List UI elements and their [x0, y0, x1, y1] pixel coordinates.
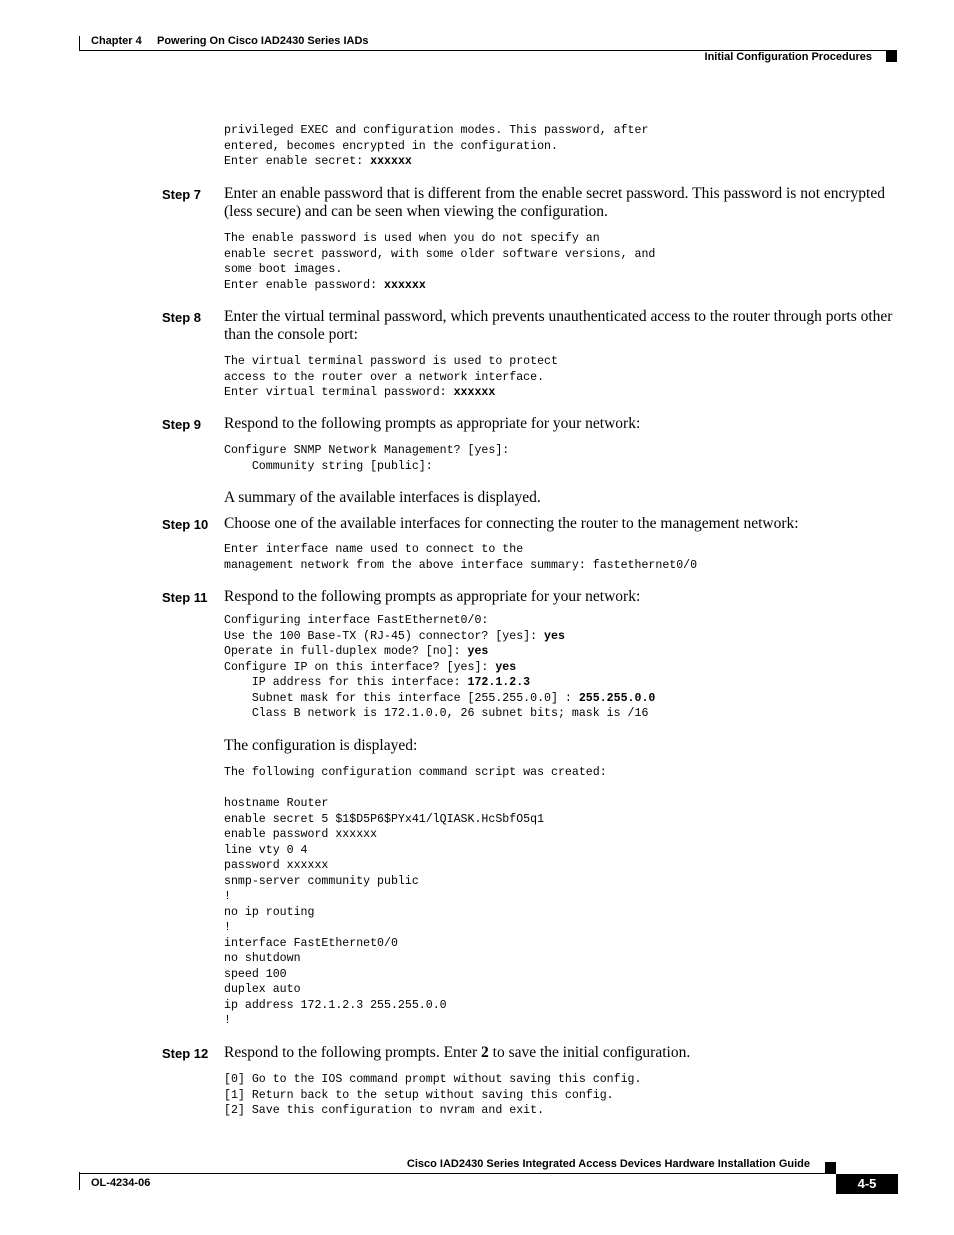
code-input-value: 172.1.2.3 — [467, 676, 531, 689]
code-line: entered, becomes encrypted in the configuration. — [224, 139, 558, 153]
step-12-option-number: 2 — [481, 1044, 489, 1061]
footer-doc-number: OL-4234-06 — [91, 1177, 151, 1189]
step-10-label: Step 10 — [162, 517, 209, 532]
code-prompt: IP address for this interface: — [224, 676, 468, 689]
code-line: privileged EXEC and configuration modes. This password, after — [224, 124, 649, 137]
code-line: The virtual terminal password is used to protect — [224, 355, 558, 368]
step-12-label: Step 12 — [162, 1046, 209, 1061]
header-chapter: Chapter 4 — [91, 35, 142, 47]
interfaces-summary-note: A summary of the available interfaces is displayed. — [224, 489, 541, 506]
code-block-enable-password — [224, 231, 655, 293]
code-line: Configure SNMP Network Management? [yes]: — [224, 444, 510, 457]
code-line: ! — [224, 1014, 231, 1027]
code-input-value: xxxxxx — [370, 155, 412, 168]
code-block-interface-config — [224, 613, 655, 722]
code-block-snmp — [224, 443, 509, 474]
code-line: management network from the above interface summary: fastethernet0/0 — [224, 558, 698, 572]
code-input-value: xxxxxx — [453, 386, 496, 399]
code-prompt: Enter virtual terminal password: — [224, 386, 454, 399]
code-line: enable password xxxxxx — [224, 828, 378, 841]
step-7-text: Enter an enable password that is different from the enable secret password. This password is not encrypted (less secure) and can be seen when viewing the configuration. — [224, 185, 885, 220]
configuration-displayed-note: The configuration is displayed: — [224, 737, 418, 754]
code-line: ! — [224, 890, 231, 903]
step-9-text: Respond to the following prompts as appropriate for your network: — [224, 415, 641, 432]
footer-rule-vertical — [79, 1172, 80, 1190]
code-input-value: yes — [495, 660, 517, 674]
code-line: Configuring interface FastEthernet0/0: — [224, 614, 489, 627]
code-block-vty-password — [224, 354, 558, 401]
step-8-text: Enter the virtual terminal password, which prevents unauthenticated access to the router through ports other than the console port: — [224, 308, 893, 343]
code-prompt: Operate in full-duplex mode? [no]: — [224, 645, 468, 658]
code-line: no shutdown — [224, 952, 301, 965]
header-chapter-title: Powering On Cisco IAD2430 Series IADs — [157, 35, 369, 47]
footer-rule — [79, 1173, 836, 1174]
code-input-value: yes — [467, 645, 489, 658]
step-11-text: Respond to the following prompts as appropriate for your network: — [224, 588, 641, 605]
code-line: speed 100 — [224, 967, 287, 981]
code-block-secret — [224, 123, 648, 170]
code-line: Enter interface name used to connect to the — [224, 543, 524, 556]
header-section-title: Initial Configuration Procedures — [704, 51, 872, 63]
code-input-value: yes — [544, 629, 565, 643]
code-line: enable secret 5 $1$D5P6$PYx41/lQIASK.HcSbfO5q1 — [224, 812, 545, 826]
code-input-value: 255.255.0.0 — [578, 691, 656, 705]
code-line: no ip routing — [224, 905, 315, 919]
code-line: enable secret password, with some older software versions, and — [224, 247, 656, 261]
step-7-label: Step 7 — [162, 187, 202, 202]
footer-marker — [825, 1162, 836, 1173]
page-number: 4-5 — [836, 1174, 898, 1194]
code-line: [1] Return back to the setup without saving this config. — [224, 1088, 614, 1102]
code-line: Class B network is 172.1.0.0, 26 subnet bits; mask is /16 — [224, 707, 649, 720]
step-10-text: Choose one of the available interfaces for connecting the router to the management network: — [224, 515, 799, 532]
code-prompt: Use the 100 Base-TX (RJ-45) connector? [yes]: — [224, 629, 545, 643]
code-line: Community string [public]: — [224, 459, 433, 473]
code-prompt: Subnet mask for this interface [255.255.0.0] : — [224, 691, 579, 705]
code-prompt: Configure IP on this interface? [yes]: — [224, 660, 496, 674]
code-line: password xxxxxx — [224, 859, 329, 872]
step-12-text-end: to save the initial configuration. — [488, 1044, 691, 1061]
code-block-config-script — [224, 765, 607, 1029]
code-line: some boot images. — [224, 263, 343, 276]
step-11-label: Step 11 — [162, 590, 208, 605]
code-line: snmp-server community public — [224, 874, 419, 888]
footer-guide-title: Cisco IAD2430 Series Integrated Access Devices Hardware Installation Guide — [406, 1158, 810, 1170]
code-prompt: Enter enable secret: — [224, 155, 371, 168]
code-line: interface FastEthernet0/0 — [224, 936, 398, 950]
code-line: line vty 0 4 — [224, 843, 308, 857]
code-line: ! — [224, 921, 231, 934]
code-line: [2] Save this configuration to nvram and exit. — [224, 1104, 545, 1117]
step-12-text — [224, 1044, 899, 1062]
code-line: The enable password is used when you do not specify an — [224, 232, 600, 245]
header-marker — [886, 50, 897, 62]
code-line: ip address 172.1.2.3 255.255.0.0 — [224, 998, 447, 1012]
code-line: access to the router over a network interface. — [224, 370, 545, 384]
code-line: duplex auto — [224, 983, 301, 996]
code-block-interface-name — [224, 542, 697, 573]
code-line: The following configuration command script was created: — [224, 766, 607, 779]
code-line: [0] Go to the IOS command prompt without saving this config. — [224, 1073, 642, 1086]
step-12-text-start: Respond to the following prompts. Enter — [224, 1044, 482, 1061]
code-input-value: xxxxxx — [384, 278, 426, 292]
header-rule-vertical — [79, 36, 80, 50]
code-line: hostname Router — [224, 797, 329, 810]
code-block-save-options — [224, 1072, 641, 1119]
code-prompt: Enter enable password: — [224, 278, 385, 292]
step-9-label: Step 9 — [162, 417, 202, 432]
step-8-label: Step 8 — [162, 310, 202, 325]
